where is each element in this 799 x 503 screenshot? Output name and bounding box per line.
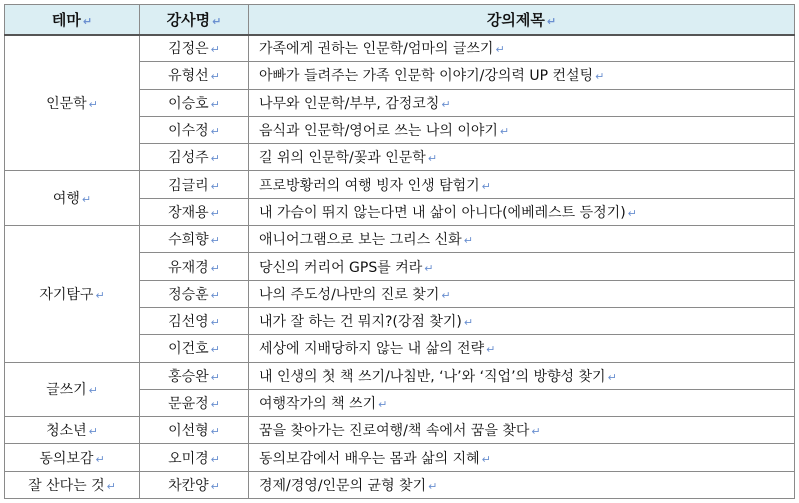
- lecturer-cell: 차칸양 ↵: [140, 471, 249, 498]
- header-lecturer: 강사명 ↵: [140, 5, 249, 35]
- lecture-title-cell: 동의보감에서 배우는 몸과 삶의 지혜 ↵: [249, 444, 795, 471]
- lecture-title-cell: 당신의 커리어 GPS를 켜라 ↵: [249, 253, 795, 280]
- lecture-title-cell: 내 인생의 첫 책 쓰기/나침반, ‘나’와 ‘직업’의 방향성 찾기 ↵: [249, 362, 795, 389]
- lecture-title-cell: 음식과 인문학/영어로 쓰는 나의 이야기 ↵: [249, 116, 795, 143]
- header-row: [5, 5, 795, 35]
- lecture-title-cell: 아빠가 들려주는 가족 인문학 이야기/강의력 UP 컨설팅 ↵: [249, 62, 795, 89]
- lecture-title-cell: 나의 주도성/나만의 진로 찾기 ↵: [249, 280, 795, 307]
- lecturer-cell: 김성주 ↵: [140, 144, 249, 171]
- lecturer-cell: 문윤정 ↵: [140, 389, 249, 416]
- lecture-title-cell: 애니어그램으로 보는 그리스 신화 ↵: [249, 226, 795, 253]
- lecturer-cell: 김글리 ↵: [140, 171, 249, 198]
- lecture-title-cell: 여행작가의 책 쓰기 ↵: [249, 389, 795, 416]
- table-body: [5, 35, 795, 499]
- table-row: [5, 471, 795, 498]
- lecturer-cell: 이건호 ↵: [140, 335, 249, 362]
- lecturer-cell: 김정은 ↵: [140, 35, 249, 62]
- theme-cell: 인문학 ↵: [5, 35, 140, 171]
- table-row: [5, 226, 795, 253]
- lecturer-cell: 이선형 ↵: [140, 417, 249, 444]
- lecturer-cell: 홍승완 ↵: [140, 362, 249, 389]
- lecturer-cell: 장재용 ↵: [140, 198, 249, 225]
- lecturer-cell: 이승호 ↵: [140, 89, 249, 116]
- lecturer-cell: 유형선 ↵: [140, 62, 249, 89]
- lecture-title-cell: 내 가슴이 뛰지 않는다면 내 삶이 아니다(에베레스트 등정기) ↵: [249, 198, 795, 225]
- theme-cell: 글쓰기 ↵: [5, 362, 140, 417]
- lecture-title-cell: 프로방황러의 여행 빙자 인생 탐험기 ↵: [249, 171, 795, 198]
- lecture-title-cell: 내가 잘 하는 건 뭐지?(강점 찾기) ↵: [249, 307, 795, 334]
- theme-cell: 여행 ↵: [5, 171, 140, 226]
- lecture-title-cell: 경제/경영/인문의 균형 찾기 ↵: [249, 471, 795, 498]
- theme-cell: 잘 산다는 것 ↵: [5, 471, 140, 498]
- lecturer-cell: 유재경 ↵: [140, 253, 249, 280]
- header-theme: 테마 ↵: [5, 5, 140, 35]
- lecturer-cell: 정승훈 ↵: [140, 280, 249, 307]
- lecture-title-cell: 나무와 인문학/부부, 감정코칭 ↵: [249, 89, 795, 116]
- lecturer-cell: 김선영 ↵: [140, 307, 249, 334]
- table-row: [5, 35, 795, 62]
- table-row: [5, 417, 795, 444]
- lecturer-cell: 수희향 ↵: [140, 226, 249, 253]
- header-title: 강의제목 ↵: [249, 5, 795, 35]
- table-row: [5, 362, 795, 389]
- lecture-title-cell: 길 위의 인문학/꽃과 인문학 ↵: [249, 144, 795, 171]
- lecture-title-cell: 가족에게 권하는 인문학/엄마의 글쓰기 ↵: [249, 35, 795, 62]
- lecture-title-cell: 세상에 지배당하지 않는 내 삶의 전략 ↵: [249, 335, 795, 362]
- lecturer-cell: 이수정 ↵: [140, 116, 249, 143]
- lecture-table: [4, 4, 795, 499]
- table-row: [5, 171, 795, 198]
- lecturer-cell: 오미경 ↵: [140, 444, 249, 471]
- theme-cell: 동의보감 ↵: [5, 444, 140, 471]
- table-row: [5, 444, 795, 471]
- theme-cell: 청소년 ↵: [5, 417, 140, 444]
- lecture-title-cell: 꿈을 찾아가는 진로여행/책 속에서 꿈을 찾다 ↵: [249, 417, 795, 444]
- theme-cell: 자기탐구 ↵: [5, 226, 140, 362]
